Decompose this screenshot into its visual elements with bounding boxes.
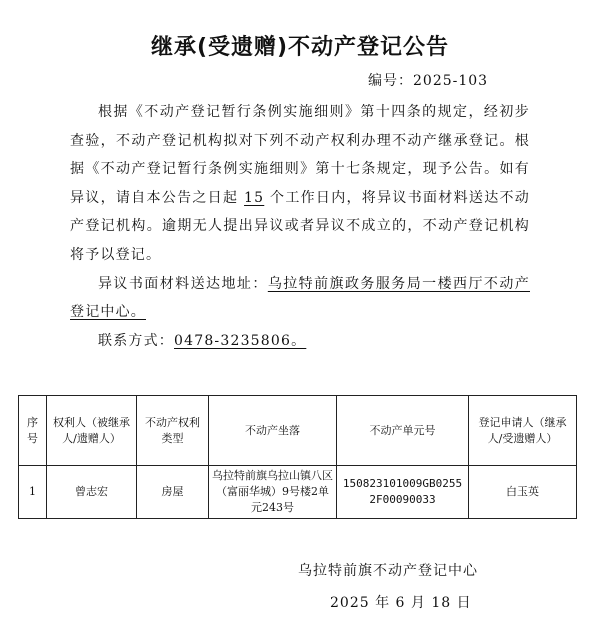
header-location: 不动产坐落 [209,396,337,466]
registration-table [18,395,577,519]
paragraph-main [70,98,530,270]
notice-title: 继承(受遗赠)不动产登记公告 [150,35,450,60]
cell-location: 乌拉特前旗乌拉山镇八区（富丽华城）9号楼2单元243号 [209,466,337,519]
address-value: 乌拉特前旗政务服务局一楼西厅不动产登记中心。 [70,275,530,321]
cell-seq: 1 [19,466,47,519]
header-holder: 权利人（被继承人/遗赠人） [47,396,137,466]
header-type: 不动产权利类型 [137,396,209,466]
contact-phone: 0478-3235806。 [174,332,307,349]
paragraph-contact [70,327,530,356]
paragraph-main-text-b: 个工作日内，将异议书面材料送达不动产登记机构。逾期无人提出异议或者异议不成立的，不动产登记机构将予以登记。 [70,189,530,263]
table-row [19,466,577,519]
cell-holder: 曾志宏 [47,466,137,519]
notice-body [70,98,530,355]
cell-applicant: 白玉英 [469,466,577,519]
contact-label: 联系方式： [98,332,174,349]
header-unit-no: 不动产单元号 [337,396,469,466]
header-seq: 序号 [19,396,47,466]
cell-unit-no: 150823101009GB02552F00090033 [337,466,469,519]
paragraph-main-text-a: 根据《不动产登记暂行条例实施细则》第十四条的规定，经初步查验，不动产登记机构拟对下列不动产权利办理不动产继承登记。根据《不动产登记暂行条例实施细则》第十七条规定，现予公告。如有异议，请自本公告之日起 [70,104,530,206]
header-applicant: 登记申请人（继承人/受遗赠人） [469,396,577,466]
cell-type: 房屋 [137,466,209,519]
issue-date: 2025 年 6 月 18 日 [330,595,472,611]
document-number: 编号：2025-103 [368,73,489,89]
address-label: 异议书面材料送达地址： [98,275,268,292]
objection-days: 15 [244,189,265,206]
issuing-organization: 乌拉特前旗不动产登记中心 [298,563,478,579]
paragraph-address [70,270,530,327]
table-header-row [19,396,577,466]
